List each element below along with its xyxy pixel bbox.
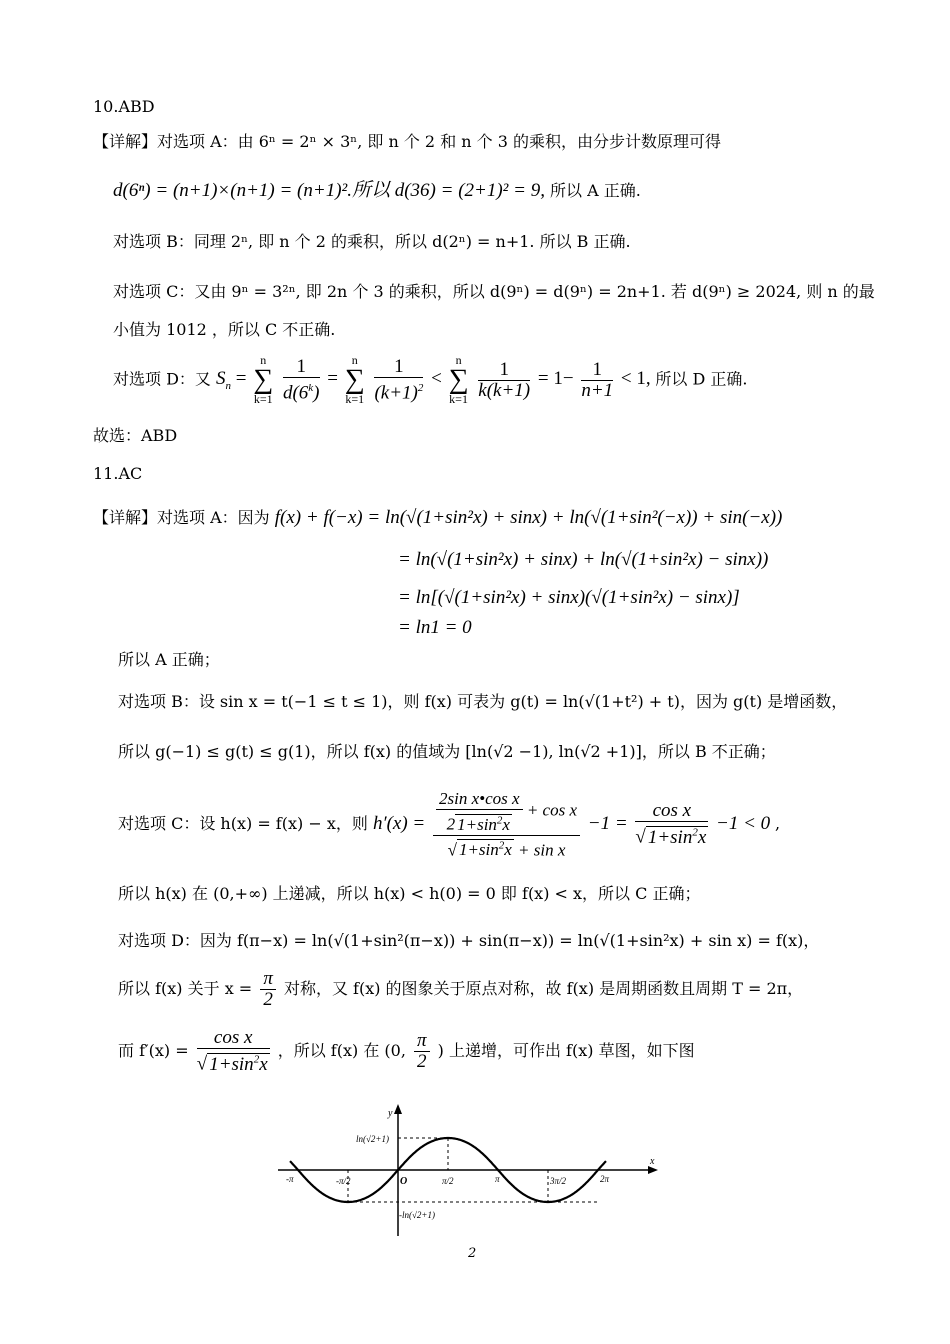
q11-d-line3-mid: ，所以 f(x) 在 (0, xyxy=(277,1041,406,1060)
q11-a-formula1: f(x) + f(−x) = ln(√(1+sin²x) + sinx) + ln(√(1+sin²(−x)) + sin(−x)) xyxy=(274,507,783,528)
q11-c-derivative: h′(x) = $\frac{\text{2sin x•cos x}}{2 1+\sin^2x}$ + cos x √ $1+\sin^2x + \sin x$ −1 = $\frac{\text{cos x}}{√ 1+\sin^2x}$ −1 < 0 xyxy=(372,788,775,860)
q10-sum-formula: $S_n = n$ ∑ k=1 $\frac{1}{d(6^k)}$ = n ∑ k=1 $\frac{1}{(k+1)^2}$ < n ∑ k=1 $\frac{1}{k(k+1)}$ = 1− $\frac{1}{n+1}$ < 1, xyxy=(216,353,656,406)
q10-d-conclusion: 所以 D 正确. xyxy=(655,369,748,389)
tick-neg-pi: -π xyxy=(286,1174,294,1184)
q11-d-line3-suffix: ) 上递增，可作出 f(x) 草图，如下图 xyxy=(437,1041,695,1060)
q11-a-conclusion: 所以 A 正确； xyxy=(118,650,220,669)
q10-a-conclusion: 所以 A 正确. xyxy=(550,181,641,200)
q10-d-prefix: 对选项 D：又 xyxy=(113,369,211,389)
q11-a-line1 xyxy=(93,507,782,529)
q10-paragraph-d xyxy=(113,355,747,409)
q11-d-line3-prefix: 而 f′(x) = xyxy=(118,1041,189,1060)
q11-a-prefix: 【详解】对选项 A：因为 xyxy=(93,508,270,527)
q10-paragraph-b: 对选项 B：同理 2ⁿ, 即 n 个 2 的乘积，所以 d(2ⁿ) = n+1. 所以 B 正确. xyxy=(113,232,631,251)
q11-heading: 11.AC xyxy=(93,464,143,483)
tick-half-pi: π/2 xyxy=(442,1176,454,1186)
q11-d-line3: 而 f′(x) = $\frac{\text{cos x}}{√ 1+\sin^2x}$ ，所以 f(x) 在 (0, $\frac{\pi}{2}$ ) 上递增，可作出 f(x) 草图，如下图 xyxy=(118,1027,695,1075)
q10-answer: 故选：ABD xyxy=(93,426,178,445)
x-axis-label: x xyxy=(650,1156,655,1167)
q11-a-formula4: = ln1 = 0 xyxy=(398,617,472,638)
tick-two-pi: 2π xyxy=(600,1174,610,1184)
q11-d-line2: 所以 f(x) 关于 x = $\frac{\pi}{2}$ 对称，又 f(x) 的图象关于原点对称，故 f(x) 是周期函数且周期 T = 2π， xyxy=(118,968,804,1010)
q11-a-formula2: = ln(√(1+sin²x) + sinx) + ln(√(1+sin²x) − sinx)) xyxy=(398,549,769,570)
q10-paragraph-c-cont: 小值为 1012 ，所以 C 不正确. xyxy=(113,320,336,339)
q10-paragraph-a-cont xyxy=(113,180,641,202)
q11-b-line1: 对选项 B：设 sin x = t(−1 ≤ t ≤ 1)，则 f(x) 可表为 g(t) = ln(√(1+t²) + t)，因为 g(t) 是增函数， xyxy=(118,692,848,711)
tick-pi: π xyxy=(495,1174,500,1184)
min-value-label: -ln(√2+1) xyxy=(399,1210,436,1220)
x-axis-arrow xyxy=(648,1166,658,1174)
page-number: 2 xyxy=(468,1246,477,1261)
q11-d-line2-suffix: 对称，又 f(x) 的图象关于原点对称，故 f(x) 是周期函数且周期 T = 2π， xyxy=(283,979,804,998)
max-value-label: ln(√2+1) xyxy=(356,1134,390,1144)
q11-d-line2-prefix: 所以 f(x) 关于 x = xyxy=(118,979,253,998)
y-axis-arrow xyxy=(394,1104,402,1114)
q11-c-line2: 所以 h(x) 在 (0,+∞) 上递减，所以 h(x) < h(0) = 0 即 f(x) < x，所以 C 正确； xyxy=(118,884,701,903)
q10-formula-d6n: d(6ⁿ) = (n+1)×(n+1) = (n+1)².所以 d(36) = (2+1)² = 9, xyxy=(113,180,545,201)
q10-paragraph-c: 对选项 C：又由 9ⁿ = 3²ⁿ, 即 2n 个 3 的乘积，所以 d(9ⁿ) = d(9ⁿ) = 2n+1. 若 d(9ⁿ) ≥ 2024, 则 n 的最 xyxy=(113,282,875,301)
q10-paragraph-a: 【详解】对选项 A：由 6ⁿ = 2ⁿ × 3ⁿ, 即 n 个 2 和 n 个 3 的乘积，由分步计数原理可得 xyxy=(93,132,722,151)
q11-b-line2: 所以 g(−1) ≤ g(t) ≤ g(1)，所以 f(x) 的值域为 [ln(√2 −1), ln(√2 +1)]，所以 B 不正确； xyxy=(118,742,776,761)
q11-a-formula3: = ln[(√(1+sin²x) + sinx)(√(1+sin²x) − sinx)] xyxy=(398,587,740,608)
origin-label: O xyxy=(400,1176,408,1187)
q11-c-prefix: 对选项 C：设 h(x) = f(x) − x，则 xyxy=(118,814,368,833)
q10-heading: 10.ABD xyxy=(93,97,155,116)
tick-neg-half-pi: -π/2 xyxy=(336,1176,351,1186)
q11-d-line1: 对选项 D：因为 f(π−x) = ln(√(1+sin²(π−x)) + sin(π−x)) = ln(√(1+sin²x) + sin x) = f(x)， xyxy=(118,931,820,950)
sine-sketch-graph xyxy=(270,1100,670,1240)
tick-three-half-pi: 3π/2 xyxy=(550,1176,567,1186)
q11-c-line1: 对选项 C：设 h(x) = f(x) − x，则 h′(x) = $\frac{\text{2sin x•cos x}}{2 1+\sin^2x}$ + cos x √ $1+\sin^2x + \sin x$ −1 = $\frac{\text{cos x}}{√ 1+\sin^2x}$ −1 < 0 , xyxy=(118,788,781,860)
y-axis-label: y xyxy=(388,1108,393,1119)
